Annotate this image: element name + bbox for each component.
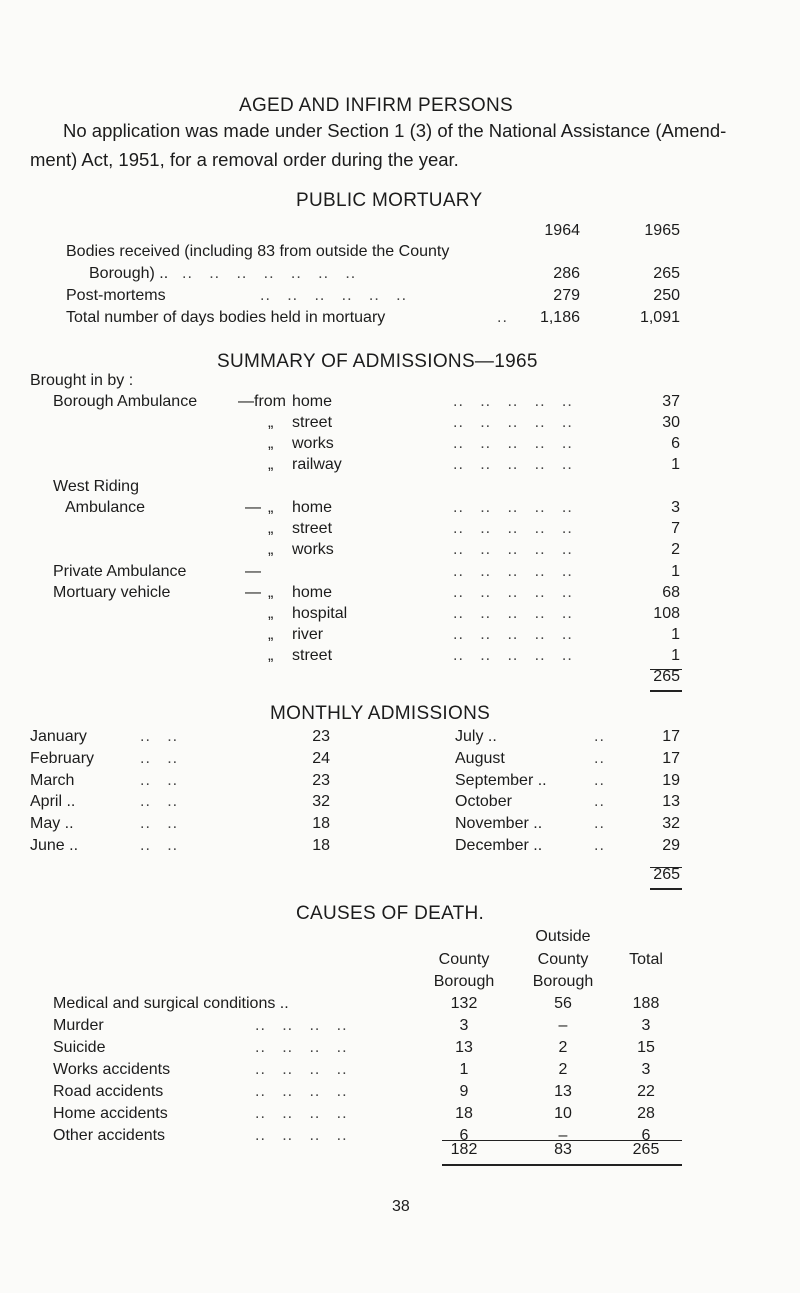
item-label: works <box>292 435 334 452</box>
cause-total: 3 <box>641 1061 651 1078</box>
leader-dots: .. <box>497 309 508 326</box>
month-value: 23 <box>312 728 330 745</box>
col-header-county: Borough <box>433 973 495 990</box>
leader-dots: .. .. .. .. <box>255 1039 348 1056</box>
leader-dots: .. .. <box>140 728 179 745</box>
cause-label: Road accidents <box>53 1083 164 1100</box>
month-label: October <box>455 793 512 811</box>
item-value: 6 <box>671 435 680 452</box>
item-label: railway <box>292 456 342 473</box>
cause-outside: – <box>558 1017 568 1034</box>
leader-dots: .. <box>594 837 605 854</box>
cause-outside: 2 <box>558 1039 568 1056</box>
bodies-label-1: Bodies received (including 83 from outside the County <box>66 243 450 260</box>
from-label: —from <box>238 393 286 410</box>
cause-outside: 2 <box>558 1061 568 1078</box>
cause-total: 6 <box>641 1127 651 1144</box>
item-value: 68 <box>662 584 680 601</box>
month-value: 13 <box>662 793 680 811</box>
monthly-heading: MONTHLY ADMISSIONS <box>270 703 491 724</box>
item-value: 108 <box>653 605 680 622</box>
leader-dots: .. .. .. .. <box>255 1017 348 1034</box>
post-mortems-1964: 279 <box>553 287 580 304</box>
leader-dots: .. .. <box>140 837 179 854</box>
col-header-outside: County <box>537 951 589 968</box>
west-riding-label: West Riding <box>53 478 139 495</box>
intro-line-1: No application was made under Section 1 (3) of the National Assistance (Amend- <box>63 120 727 141</box>
month-label: June .. <box>30 837 79 854</box>
cause-county: 18 <box>455 1105 473 1122</box>
cause-county: 132 <box>450 995 478 1012</box>
month-label: November .. <box>455 815 543 833</box>
cause-label: Suicide <box>53 1039 106 1056</box>
brought-in-by-label: Brought in by : <box>30 372 134 389</box>
leader-dots: .. .. <box>140 771 179 789</box>
cause-outside: 10 <box>554 1105 572 1122</box>
leader-dots: .. <box>594 793 605 811</box>
item-label: street <box>292 414 333 431</box>
col-header-outside: Outside <box>535 928 591 945</box>
cause-total: 188 <box>632 995 660 1012</box>
month-label: February <box>30 749 95 767</box>
item-label: street <box>292 647 333 664</box>
leader-dots: .. .. .. .. <box>255 1061 348 1078</box>
private-ambulance-label: Private Ambulance <box>53 563 187 580</box>
cause-label: Other accidents <box>53 1127 166 1144</box>
days-held-1965: 1,091 <box>639 309 680 326</box>
ditto-mark: „ <box>268 605 274 622</box>
mortuary-heading: PUBLIC MORTUARY <box>296 190 483 211</box>
dash-mark: — <box>245 563 261 580</box>
month-label: September .. <box>455 771 547 789</box>
monthly-total: 265 <box>653 866 680 883</box>
leader-dots: .. .. .. .. .. .. .. <box>182 265 357 282</box>
leader-dots: .. .. .. .. <box>255 1083 348 1100</box>
cause-county: 6 <box>459 1127 469 1144</box>
cause-label: Medical and surgical conditions .. <box>53 995 289 1012</box>
month-label: July .. <box>455 728 497 745</box>
month-label: January <box>30 728 87 745</box>
total-rule <box>650 888 682 890</box>
month-value: 32 <box>662 815 680 833</box>
cause-label: Murder <box>53 1017 104 1034</box>
causes-total-outside: 83 <box>554 1141 572 1158</box>
item-value: 30 <box>662 414 680 431</box>
cause-total: 3 <box>641 1017 651 1034</box>
bodies-1964: 286 <box>553 265 580 282</box>
item-value: 2 <box>671 541 680 558</box>
leader-dots: .. .. .. .. <box>255 1105 348 1122</box>
mortuary-vehicle-label: Mortuary vehicle <box>53 584 171 601</box>
leader-dots: .. .. .. .. .. <box>453 647 573 664</box>
dash-mark: — <box>245 499 261 516</box>
item-value: 1 <box>671 456 680 473</box>
leader-dots: .. .. <box>140 815 179 833</box>
col-header-outside: Borough <box>532 973 594 990</box>
item-label: river <box>292 626 324 643</box>
leader-dots: .. .. .. .. .. <box>453 605 573 622</box>
leader-dots: .. .. .. .. .. <box>453 435 573 452</box>
ditto-mark: „ <box>268 647 274 664</box>
days-held-label: Total number of days bodies held in mortuary <box>66 309 386 326</box>
month-label: April .. <box>30 793 76 811</box>
item-value: 1 <box>671 563 680 580</box>
month-value: 32 <box>312 793 330 811</box>
page-number: 38 <box>392 1198 410 1215</box>
intro-line-2: ment) Act, 1951, for a removal order during the year. <box>30 149 459 170</box>
month-label: March <box>30 771 75 789</box>
leader-dots: .. .. <box>140 749 179 767</box>
leader-dots: .. .. .. .. .. <box>453 456 573 473</box>
item-label: home <box>292 499 333 516</box>
causes-total-county: 182 <box>450 1141 478 1158</box>
leader-dots: .. .. .. .. .. <box>453 520 573 537</box>
ditto-mark: „ <box>268 520 274 537</box>
leader-dots: .. .. .. .. .. <box>453 393 573 410</box>
col-header-county: County <box>438 951 490 968</box>
borough-ambulance-label: Borough Ambulance <box>53 393 198 410</box>
leader-dots: .. .. .. .. .. .. <box>260 287 408 304</box>
month-value: 23 <box>312 771 330 789</box>
month-label: May .. <box>30 815 74 833</box>
ditto-mark: „ <box>268 456 274 473</box>
leader-dots: .. <box>594 728 605 745</box>
leader-dots: .. <box>594 749 605 767</box>
item-value: 7 <box>671 520 680 537</box>
month-value: 19 <box>662 771 680 789</box>
month-value: 17 <box>662 728 680 745</box>
causes-total-total: 265 <box>632 1141 660 1158</box>
cause-total: 22 <box>637 1083 655 1100</box>
leader-dots: .. <box>594 771 605 789</box>
item-value: 1 <box>671 647 680 664</box>
cause-county: 3 <box>459 1017 469 1034</box>
cause-outside: – <box>558 1127 568 1144</box>
cause-label: Home accidents <box>53 1105 168 1122</box>
total-rule <box>442 1164 682 1166</box>
col-header-total: Total <box>629 951 663 968</box>
page-title: AGED AND INFIRM PERSONS <box>239 95 513 116</box>
ditto-mark: „ <box>268 584 274 601</box>
post-mortems-1965: 250 <box>653 287 680 304</box>
item-label: home <box>292 393 333 410</box>
cause-outside: 56 <box>554 995 572 1012</box>
cause-total: 15 <box>637 1039 655 1056</box>
month-value: 29 <box>662 837 680 854</box>
leader-dots: .. .. .. .. <box>255 1127 348 1144</box>
leader-dots: .. .. .. .. .. <box>453 499 573 516</box>
leader-dots: .. <box>594 815 605 833</box>
leader-dots: .. .. .. .. .. <box>453 414 573 431</box>
leader-dots: .. .. .. .. .. <box>453 541 573 558</box>
month-label: December .. <box>455 837 543 854</box>
leader-dots: .. .. .. .. .. <box>453 584 573 601</box>
item-label: home <box>292 584 333 601</box>
cause-label: Works accidents <box>53 1061 171 1078</box>
causes-heading: CAUSES OF DEATH. <box>296 903 485 924</box>
bodies-1965: 265 <box>653 265 680 282</box>
item-label: works <box>292 541 334 558</box>
ditto-mark: „ <box>268 541 274 558</box>
ditto-mark: „ <box>268 626 274 643</box>
item-label: hospital <box>292 605 348 622</box>
cause-county: 9 <box>459 1083 469 1100</box>
item-value: 3 <box>671 499 680 516</box>
days-held-1964: 1,186 <box>539 309 580 326</box>
cause-county: 13 <box>455 1039 473 1056</box>
dash-mark: — <box>245 584 261 601</box>
ditto-mark: „ <box>268 499 274 516</box>
cause-outside: 13 <box>554 1083 572 1100</box>
month-label: August <box>455 749 505 767</box>
mortuary-col-1965: 1965 <box>644 222 680 239</box>
post-mortems-label: Post-mortems <box>66 287 166 304</box>
total-rule <box>650 690 682 692</box>
cause-county: 1 <box>459 1061 469 1078</box>
month-value: 18 <box>312 837 330 854</box>
month-value: 18 <box>312 815 330 833</box>
summary-total: 265 <box>653 668 680 685</box>
month-value: 17 <box>662 749 680 767</box>
item-value: 1 <box>671 626 680 643</box>
leader-dots: .. .. .. .. .. <box>453 626 573 643</box>
ambulance-label: Ambulance <box>65 499 146 516</box>
ditto-mark: „ <box>268 414 274 431</box>
mortuary-col-1964: 1964 <box>544 222 580 239</box>
summary-heading: SUMMARY OF ADMISSIONS—1965 <box>217 351 538 372</box>
bodies-label-2: Borough) .. <box>89 265 169 282</box>
item-label: street <box>292 520 333 537</box>
month-value: 24 <box>312 749 330 767</box>
cause-total: 28 <box>637 1105 655 1122</box>
leader-dots: .. .. .. .. .. <box>453 563 573 580</box>
leader-dots: .. .. <box>140 793 179 811</box>
ditto-mark: „ <box>268 435 274 452</box>
item-value: 37 <box>662 393 680 410</box>
